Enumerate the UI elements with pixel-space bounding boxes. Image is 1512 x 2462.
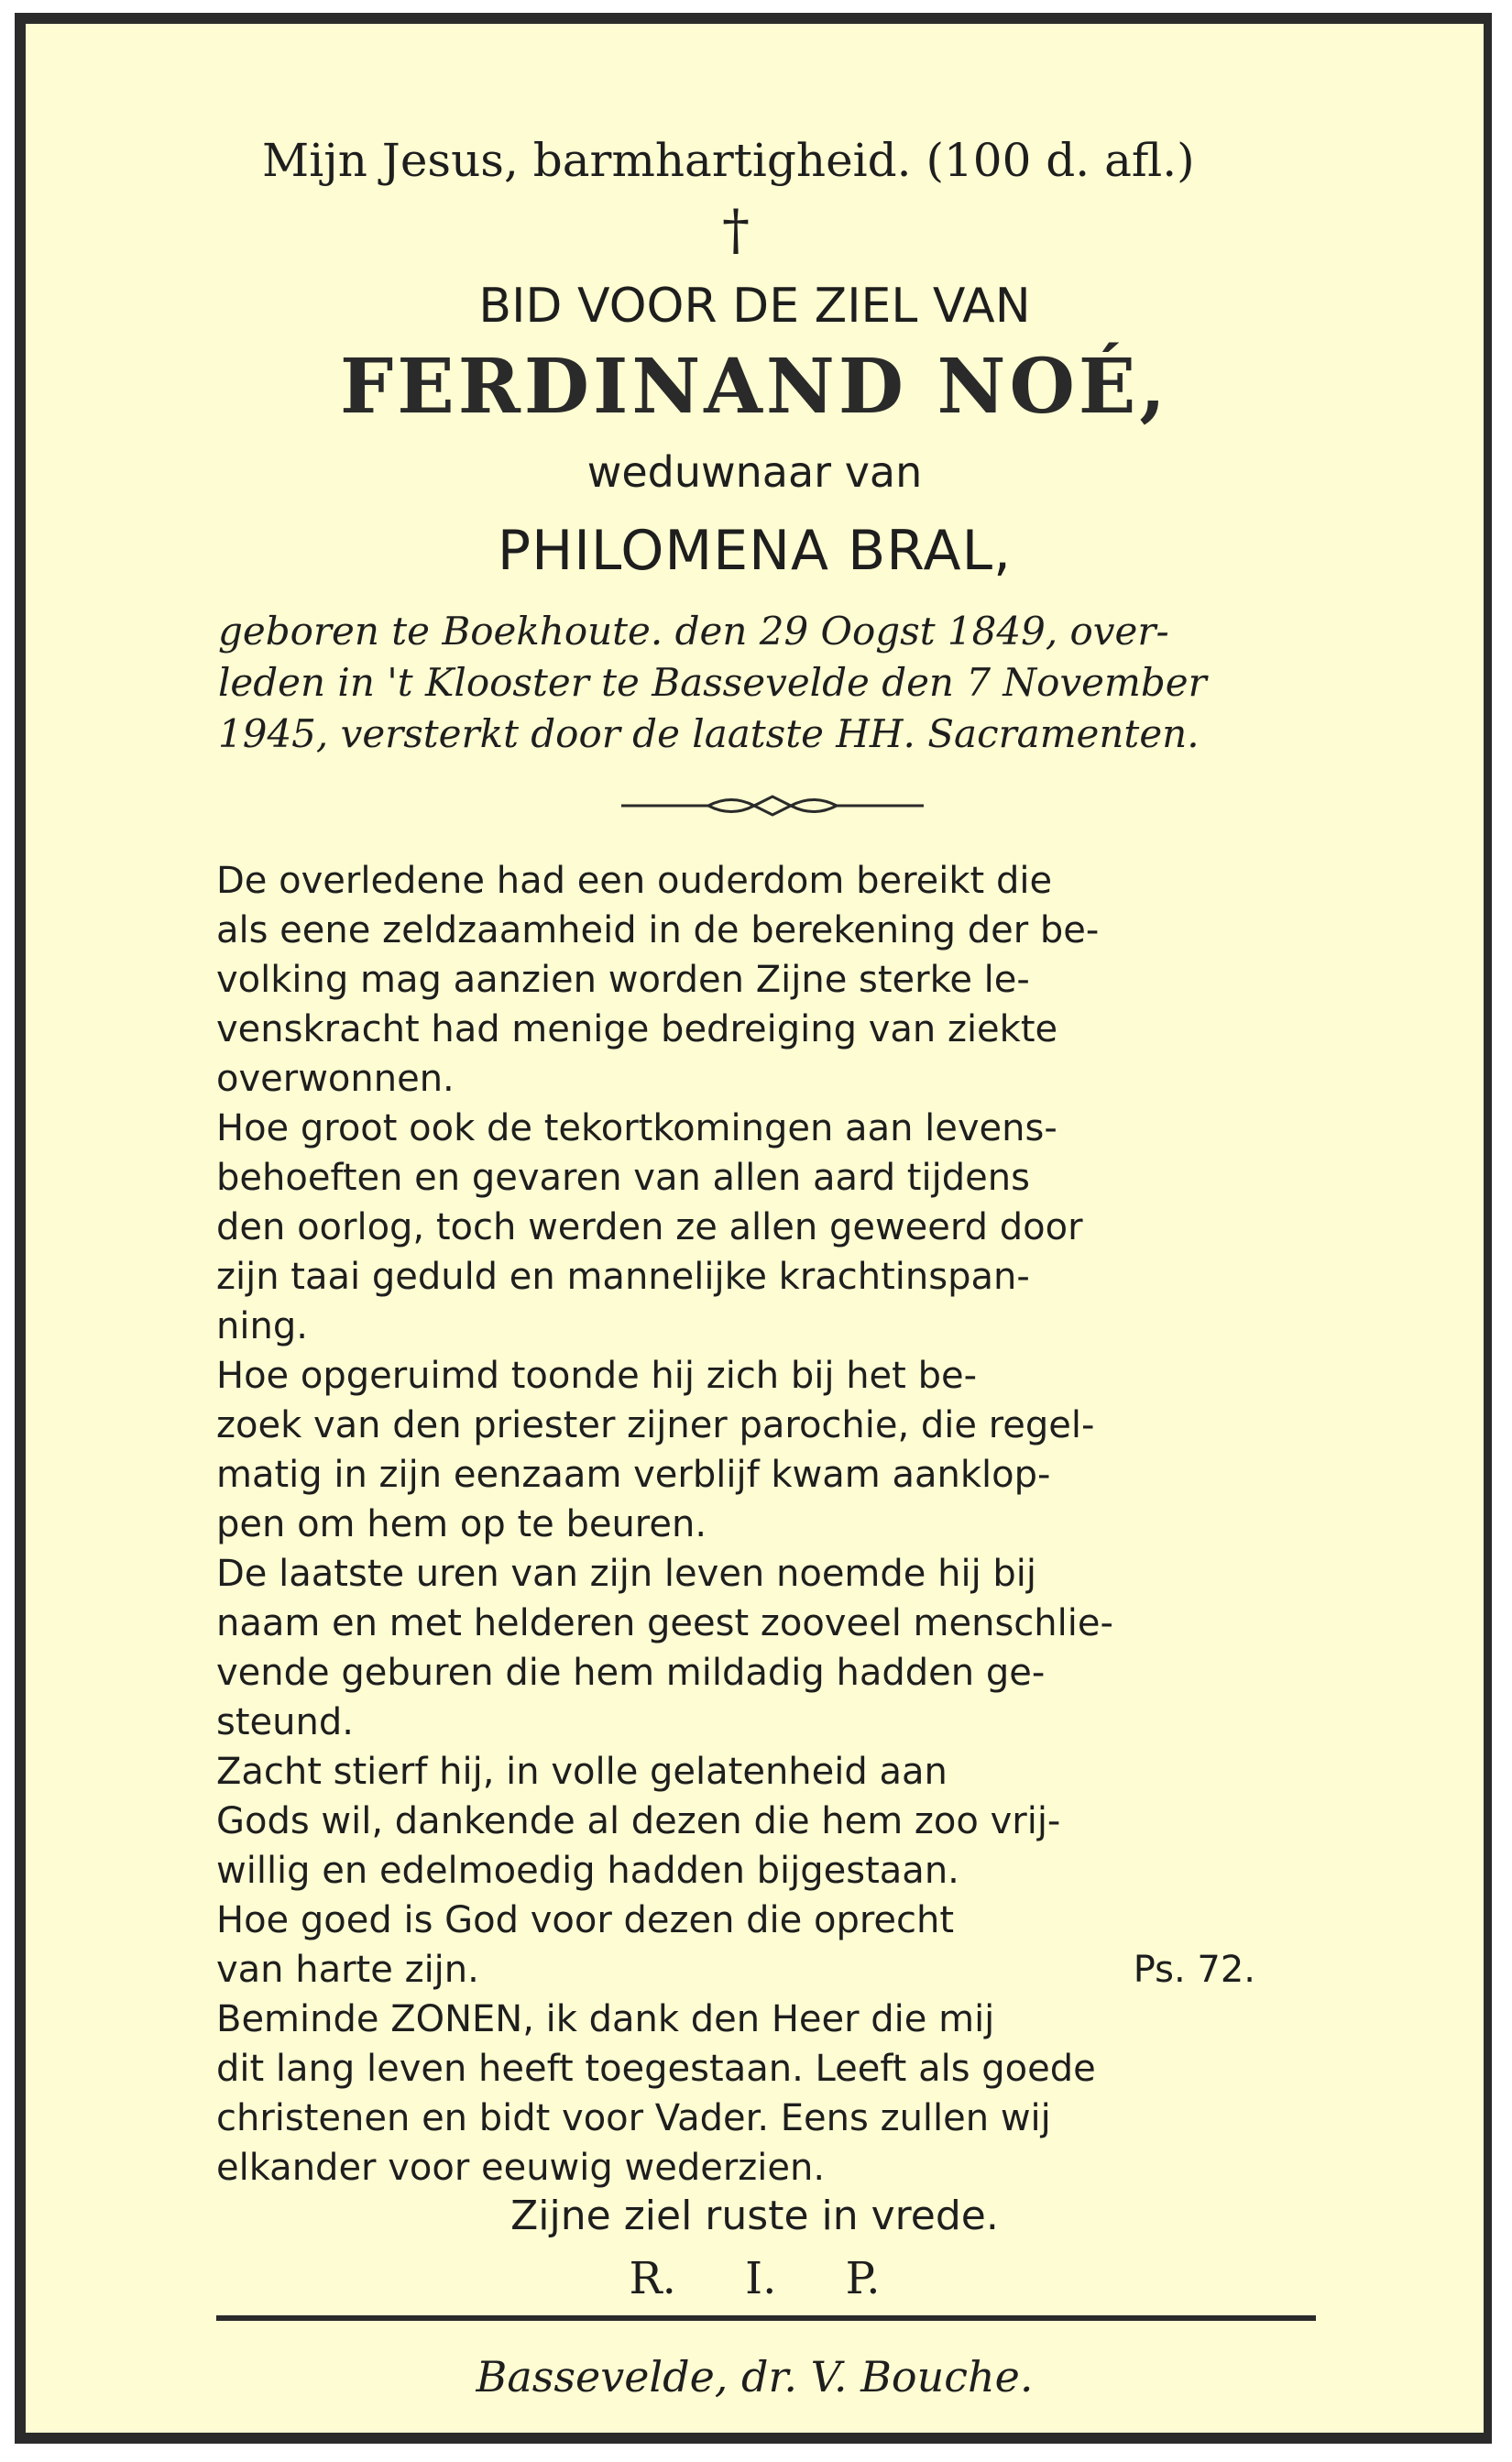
- body-line: Hoe goed is God voor dezen die oprecht: [216, 1899, 955, 1941]
- bio-line: 1945, versterkt door de laatste HH. Sacramenten.: [218, 711, 1200, 756]
- body-line: pen om hem op te beuren.: [216, 1503, 707, 1545]
- bio-line: geboren te Boekhoute. den 29 Oogst 1849, over-: [218, 609, 1169, 654]
- body-line: matig in zijn eenzaam verblijf kwam aanklop-: [216, 1454, 1051, 1496]
- body-line: Gods wil, dankende al dezen die hem zoo vrij-: [216, 1800, 1061, 1842]
- deceased-name: FERDINAND NOÉ,: [340, 343, 1169, 431]
- body-line: naam en met helderen geest zooveel menschlie-: [216, 1602, 1113, 1644]
- rest-in-peace-text: Zijne ziel ruste in vrede.: [510, 2193, 999, 2239]
- spouse-name: PHILOMENA BRAL,: [497, 519, 1013, 583]
- body-line: Beminde ZONEN, ik dank den Heer die mij: [216, 1998, 995, 2040]
- ornament-divider-icon: [621, 792, 924, 819]
- divider-rule: [216, 2315, 1316, 2321]
- bio-line: leden in 't Klooster te Bassevelde den 7 November: [218, 660, 1207, 705]
- widower-label: weduwnaar van: [586, 447, 923, 497]
- body-line: volking mag aanzien worden Zijne sterke le-: [216, 959, 1030, 1001]
- body-line: van harte zijn.: [216, 1949, 479, 1991]
- body-line: steund.: [216, 1701, 354, 1743]
- body-line: Hoe groot ook de tekortkomingen aan levens-: [216, 1107, 1057, 1149]
- prayer-heading: BID VOOR DE ZIEL VAN: [478, 279, 1031, 334]
- body-line: als eene zeldzaamheid in de berekening der be-: [216, 909, 1100, 951]
- cross-icon: †: [722, 198, 750, 262]
- printer-credit: Bassevelde, dr. V. Bouche.: [476, 2352, 1034, 2402]
- psalm-reference: Ps. 72.: [1133, 1949, 1255, 1991]
- body-line: den oorlog, toch werden ze allen geweerd door: [216, 1206, 1083, 1248]
- memorial-card: [15, 13, 1492, 2444]
- body-line: willig en edelmoedig hadden bijgestaan.: [216, 1850, 959, 1892]
- body-line: venskracht had menige bedreiging van ziekte: [216, 1008, 1058, 1050]
- body-line: vende geburen die hem mildadig hadden ge-: [216, 1652, 1046, 1694]
- body-line: behoeften en gevaren van allen aard tijdens: [216, 1157, 1030, 1199]
- body-line: De overledene had een ouderdom bereikt die: [216, 860, 1053, 902]
- rip-text: R. I. P.: [629, 2253, 881, 2304]
- body-line: christenen en bidt voor Vader. Eens zullen wij: [216, 2097, 1051, 2139]
- body-line-with-psalm: [216, 1949, 1316, 1991]
- body-line: Hoe opgeruimd toonde hij zich bij het be-: [216, 1355, 977, 1397]
- body-line: De laatste uren van zijn leven noemde hij bij: [216, 1553, 1037, 1595]
- body-line: ning.: [216, 1305, 308, 1347]
- body-line: Zacht stierf hij, in volle gelatenheid aan: [216, 1751, 948, 1793]
- body-line: dit lang leven heeft toegestaan. Leeft als goede: [216, 2048, 1096, 2090]
- invocation-text: Mijn Jesus, barmhartigheid. (100 d. afl.): [262, 134, 1195, 187]
- body-line: zijn taai geduld en mannelijke krachtinspan-: [216, 1256, 1030, 1298]
- body-line: elkander voor eeuwig wederzien.: [216, 2147, 826, 2189]
- body-line: zoek van den priester zijner parochie, die regel-: [216, 1404, 1095, 1446]
- body-line: overwonnen.: [216, 1058, 455, 1100]
